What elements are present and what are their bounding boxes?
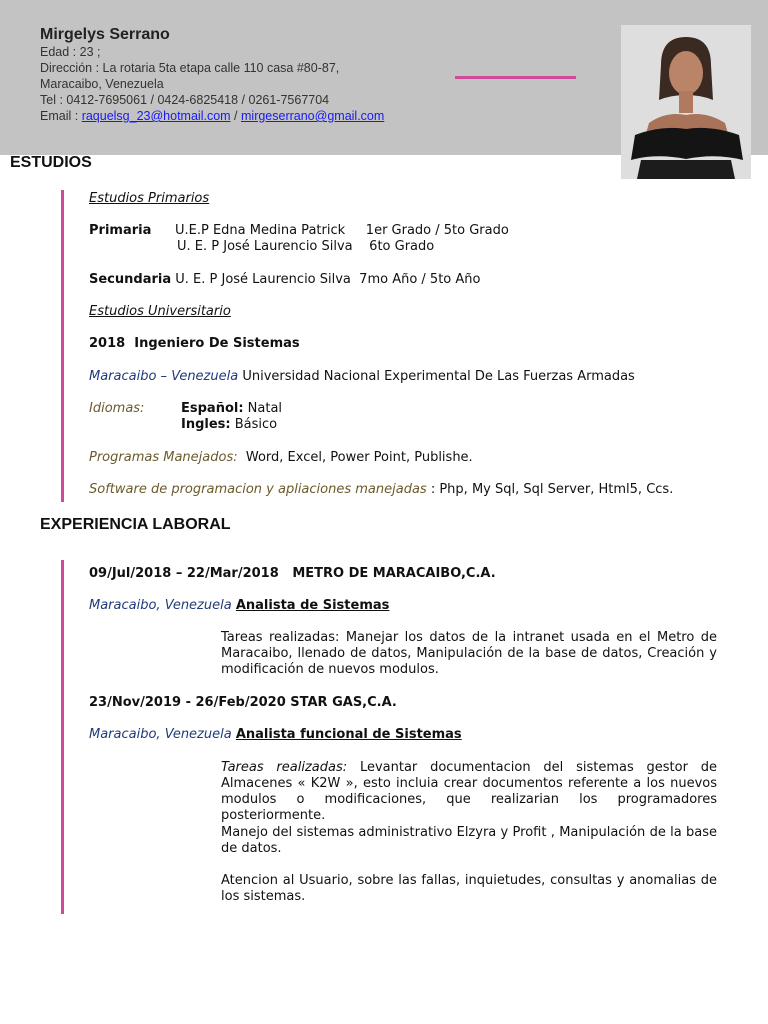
experiencia-accent-bar — [61, 560, 64, 914]
candidate-name: Mirgelys Serrano — [40, 26, 170, 43]
primaria-line-1: U.E.P Edna Medina Patrick 1er Grado / 5to Grado — [175, 223, 509, 238]
profile-photo-illustration — [621, 25, 751, 179]
idiomas-label: Idiomas: — [89, 401, 145, 416]
primaria-row-1 — [89, 223, 151, 238]
university-row — [89, 369, 635, 384]
job2-location: Maracaibo, Venezuela — [89, 727, 232, 742]
software-label: Software de programacion y apliaciones manejadas — [89, 482, 427, 497]
spanish-label: Español: — [181, 401, 244, 416]
job2-role: Analista funcional de Sistemas — [235, 727, 462, 742]
phone-line: Tel : 0412-7695061 / 0424-6825418 / 0261-7567704 — [40, 93, 330, 107]
email-link-hotmail[interactable]: raquelsg_23@hotmail.com — [81, 109, 231, 123]
job2-tasks-label: Tareas realizadas: — [221, 760, 348, 775]
degree-line: 2018 Ingeniero De Sistemas — [89, 336, 300, 351]
section-title-experiencia: EXPERIENCIA LABORAL — [40, 516, 231, 533]
profile-photo — [621, 25, 751, 179]
address-line-1: Dirección : La rotaria 5ta etapa calle 110 casa #80-87, — [40, 61, 340, 75]
age-line: Edad : 23 ; — [40, 45, 101, 59]
estudios-accent-bar — [61, 190, 64, 502]
email-separator: / — [230, 109, 241, 123]
university-location: Maracaibo – Venezuela — [89, 369, 239, 384]
programas-row — [89, 450, 473, 465]
job1-location: Maracaibo, Venezuela — [89, 598, 232, 613]
job2-paragraph-3: Atencion al Usuario, sobre las fallas, inquietudes, consultas y anomalias de los sistemas. — [221, 873, 717, 904]
job1-tasks: Tareas realizadas: Manejar los datos de la intranet usada en el Metro de Maracaibo, llenado de datos, Manipulación de la base de datos, Creación y modificación de nuevos modulos. — [221, 630, 717, 677]
university-name: Universidad Nacional Experimental De Las Fuerzas Armadas — [238, 369, 635, 384]
email-label: Email : — [40, 109, 82, 123]
estudios-primarios-heading: Estudios Primarios — [89, 191, 210, 206]
header-accent-rule — [455, 76, 576, 79]
job2-tasks-text: Levantar documentacion del sistemas gestor de Almacenes « K2W », esto incluia crear documentos referente a los nuevos modulos o modificaciones, que realizarian los programadores posteriormente. — [221, 760, 718, 823]
english-row — [181, 417, 277, 432]
job1-dates: 09/Jul/2018 – 22/Mar/2018 METRO DE MARACAIBO,C.A. — [89, 566, 496, 581]
secundaria-label: Secundaria — [89, 272, 172, 287]
spanish-level: Natal — [243, 401, 283, 416]
email-link-gmail[interactable]: mirgeserrano@gmail.com — [241, 109, 385, 123]
email-line — [40, 109, 384, 123]
primaria-line-2: U. E. P José Laurencio Silva 6to Grado — [177, 239, 435, 254]
programas-label: Programas Manejados: — [89, 450, 238, 465]
address-line-2: Maracaibo, Venezuela — [40, 77, 164, 91]
english-label: Ingles: — [181, 417, 231, 432]
software-text: : Php, My Sql, Sql Server, Html5, Ccs. — [426, 482, 674, 497]
programas-text: Word, Excel, Power Point, Publishe. — [237, 450, 473, 465]
job1-role: Analista de Sistemas — [235, 598, 390, 613]
job2-paragraph-2: Manejo del sistemas administrativo Elzyra y Profit , Manipulación de la base de datos. — [221, 825, 717, 856]
section-title-estudios: ESTUDIOS — [10, 154, 92, 171]
spanish-row — [181, 401, 282, 416]
estudios-universitario-heading: Estudios Universitario — [89, 304, 231, 319]
english-level: Básico — [230, 417, 278, 432]
job2-tasks — [221, 760, 717, 824]
secundaria-text: U. E. P José Laurencio Silva 7mo Año / 5to Año — [171, 272, 481, 287]
job1-row — [89, 598, 389, 613]
job2-row — [89, 727, 462, 742]
job2-dates: 23/Nov/2019 - 26/Feb/2020 STAR GAS,C.A. — [89, 695, 397, 710]
primaria-label: Primaria — [89, 223, 152, 238]
software-row — [89, 482, 673, 497]
secundaria-row — [89, 272, 480, 287]
